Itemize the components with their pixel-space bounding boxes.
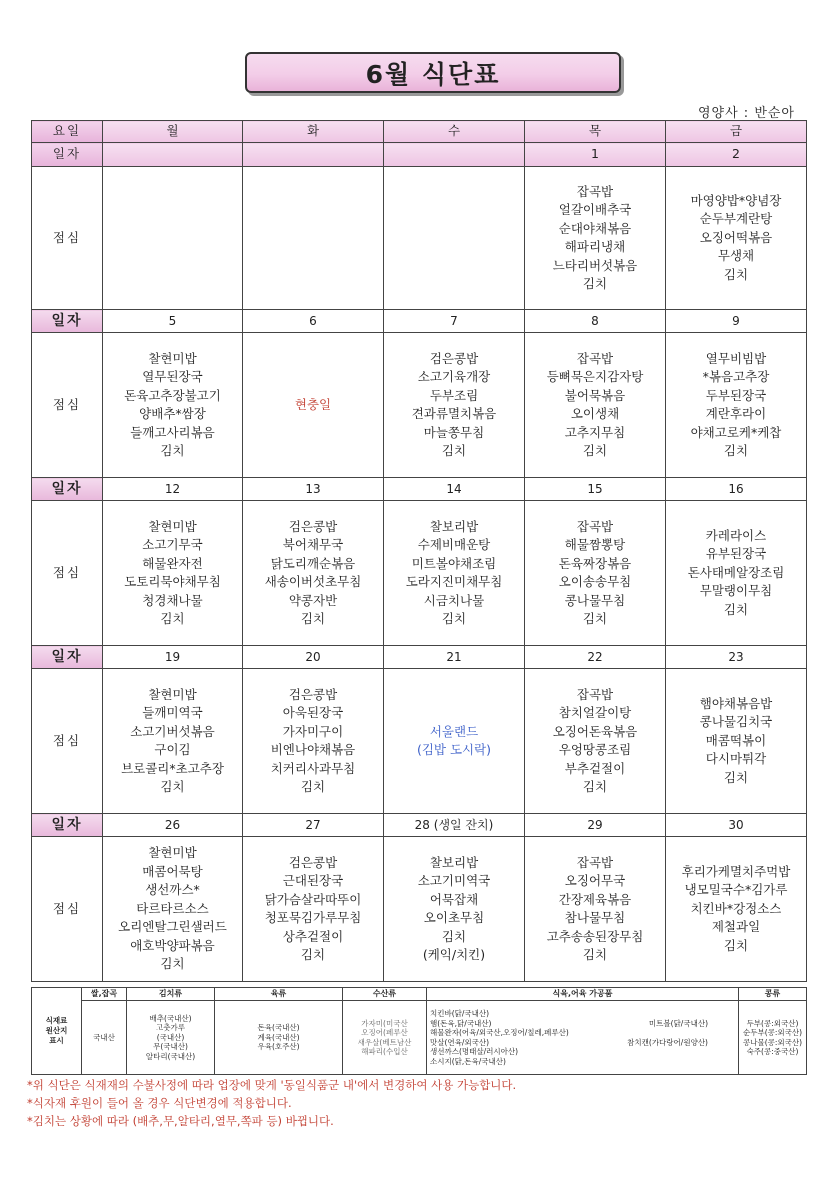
- menu-item: 구이김: [154, 742, 191, 757]
- menu-item: 도라지진미채무침: [405, 574, 503, 589]
- lunch-row: [32, 669, 807, 814]
- menu-item: 햄야채볶음밥: [699, 695, 773, 711]
- menu-item: 청포묵김가루무침: [264, 910, 362, 925]
- menu-item: 찰현미밥: [148, 845, 197, 861]
- meal-table: [31, 120, 807, 982]
- date-row: [32, 143, 807, 167]
- menu-item: 김치: [723, 769, 749, 785]
- origin-meat: 돈육(국내산) 계육(국내산) 우육(호주산): [215, 1001, 343, 1075]
- menu-item: 타르타르소스: [136, 900, 209, 916]
- menu-item: 닭가슴살라따뚜이: [264, 891, 362, 907]
- date-row: [32, 646, 807, 669]
- date-cell: 1: [525, 143, 666, 167]
- date-cell: 22: [525, 646, 666, 669]
- origin-header-rice: 쌀,잡곡: [82, 988, 127, 1001]
- menu-item: 소고기무국: [142, 537, 203, 552]
- menu-cell: [525, 167, 666, 310]
- menu-item: 두부조림: [429, 387, 479, 403]
- date-cell: [384, 143, 525, 167]
- lunch-label: 점심: [32, 333, 103, 478]
- menu-item: 김치: [723, 937, 749, 953]
- menu-cell: [525, 333, 666, 478]
- menu-item: 부추겉절이: [564, 760, 626, 776]
- menu-cell: [525, 669, 666, 814]
- date-cell: 23: [666, 646, 807, 669]
- lunch-label: 점심: [32, 167, 103, 310]
- menu-item: 가자미구이: [282, 723, 344, 739]
- note-line: *위 식단은 식재재의 수불사정에 따라 업장에 맞게 '동일식품군 내'에서 변경하여 사용 가능합니다.: [27, 1078, 517, 1092]
- origin-header-beans: 콩류: [739, 988, 807, 1001]
- menu-item: 김치: [300, 779, 326, 794]
- menu-item: 애호박양파볶음: [130, 937, 215, 953]
- date-cell: 6: [243, 310, 384, 333]
- menu-item: 찰현미밥: [148, 686, 197, 702]
- menu-cell: [243, 669, 384, 814]
- menu-cell: [525, 501, 666, 646]
- weekday-cell: 화: [243, 121, 384, 143]
- menu-item: 카레라이스: [705, 527, 767, 543]
- date-cell: 29: [525, 814, 666, 837]
- menu-item: 느타리버섯볶음: [552, 257, 638, 273]
- menu-item: 오이생채: [570, 406, 620, 421]
- menu-item: 잡곡밥: [576, 518, 614, 534]
- date-cell: 16: [666, 478, 807, 501]
- menu-item: 잡곡밥: [576, 183, 614, 199]
- menu-cell: [243, 167, 384, 310]
- menu-cell: [103, 669, 243, 814]
- menu-item: 검은콩밥: [288, 686, 338, 702]
- menu-item: 순대야채볶음: [558, 220, 632, 236]
- menu-item: 오징어떡볶음: [699, 229, 773, 245]
- menu-item: 치킨바*강정소스: [690, 900, 782, 916]
- date-cell: 14: [384, 478, 525, 501]
- menu-item: 두부된장국: [705, 387, 767, 403]
- menu-item: 소고기육개장: [417, 369, 491, 384]
- origin-header-kimchi: 김치류: [127, 988, 215, 1001]
- menu-item: 김치: [160, 779, 185, 794]
- menu-item: 우엉땅콩조림: [558, 742, 632, 757]
- menu-item: 들깨고사리볶음: [130, 424, 215, 440]
- menu-item: 김치: [582, 947, 608, 962]
- lunch-row: [32, 837, 807, 982]
- menu-item: 들깨미역국: [142, 705, 203, 720]
- menu-item: 아욱된장국: [282, 705, 344, 720]
- menu-item: 등뼈묵은지감자탕: [546, 369, 644, 384]
- date-label: 일자: [32, 646, 103, 669]
- menu-item: *볶음고추장: [702, 369, 770, 384]
- menu-item: 김치: [723, 443, 749, 458]
- menu-item: 마영양밥*양념장: [690, 192, 782, 208]
- date-label: 일자: [32, 310, 103, 333]
- menu-item: 도토리묵야채무침: [124, 574, 221, 589]
- date-cell: 19: [103, 646, 243, 669]
- menu-item: 다시마튀각: [705, 751, 767, 767]
- menu-item: 수제비매운탕: [417, 537, 491, 552]
- menu-item: 김치: [582, 276, 608, 291]
- menu-item: 무생채: [717, 248, 755, 264]
- lunch-row: [32, 333, 807, 478]
- note-line: *김치는 상황에 따라 (배추,무,알타리,열무,쪽파 등) 바뀝니다.: [27, 1114, 334, 1128]
- weekday-cell: 월: [103, 121, 243, 143]
- menu-item: 계란후라이: [705, 406, 767, 421]
- menu-item: 잡곡밥: [576, 854, 614, 870]
- menu-item: 소고기미역국: [417, 873, 491, 888]
- menu-cell: [666, 333, 807, 478]
- menu-item: 김치: [723, 266, 749, 282]
- menu-cell: [666, 167, 807, 310]
- menu-item: 상추겉절이: [282, 928, 344, 944]
- menu-item: 생선까스*: [145, 882, 200, 898]
- page-title: 6월 식단표: [245, 52, 621, 93]
- menu-item: 얼갈이배추국: [558, 202, 632, 217]
- menu-item: 해파리냉채: [564, 239, 626, 254]
- menu-item: 김치: [300, 947, 326, 962]
- menu-item: 미트볼야채조림: [411, 555, 497, 571]
- nutritionist-label: 영양사 : 반순아: [698, 106, 795, 121]
- date-cell: 26: [103, 814, 243, 837]
- date-cell: 30: [666, 814, 807, 837]
- origin-beans: 두부(콩:외국산) 순두부(콩:외국산) 콩나물(콩:외국산) 숙주(콩:중국산): [739, 1001, 807, 1075]
- menu-item: 소고기버섯볶음: [130, 723, 215, 739]
- menu-cell: [666, 669, 807, 814]
- date-label: 일자: [32, 814, 103, 837]
- menu-item: 김치: [441, 443, 467, 458]
- date-label: 일자: [32, 478, 103, 501]
- menu-item: 브로콜리*초고추장: [121, 760, 224, 776]
- menu-item: 오징어돈육볶음: [552, 723, 638, 739]
- menu-item: 김치: [441, 611, 467, 626]
- menu-item: 김치: [441, 928, 467, 944]
- date-cell: [103, 143, 243, 167]
- origin-processed: 치킨바(닭/국내산) 햄(돈육,닭/국내산) 미트볼(닭/국내산) 해물완자(어육/외국산,오징어/칠레,페루산) 맛살(연육/외국산) 참치캔(가다랑어/원양산) 생선까스(명태살/러시아산) 소시지(닭,돈육/국내산): [427, 1001, 739, 1075]
- menu-item: 불어묵볶음: [564, 387, 626, 403]
- menu-cell: [384, 333, 525, 478]
- lunch-label: 점심: [32, 837, 103, 982]
- menu-item: 김치: [300, 611, 326, 626]
- note-line: *식자재 후원이 들어 올 경우 식단변경에 적용합니다.: [27, 1096, 292, 1110]
- menu-cell: [103, 501, 243, 646]
- menu-cell: [384, 167, 525, 310]
- menu-item: 찰보리밥: [429, 518, 479, 534]
- origin-seafood: 가자미(미국산 오징어(페루산 새우살(베트남산 해파리(수입산: [343, 1001, 427, 1075]
- menu-item: 근대된장국: [282, 873, 344, 888]
- menu-item: 김치: [160, 611, 185, 626]
- special-event-text: (김밥 도시락): [416, 742, 492, 757]
- menu-cell: [103, 333, 243, 478]
- menu-item: 북어채무국: [282, 537, 344, 552]
- menu-cell: [384, 501, 525, 646]
- menu-item: 열무된장국: [142, 369, 203, 384]
- menu-cell: [384, 837, 525, 982]
- menu-item: 야채고로케*케찹: [690, 424, 782, 440]
- menu-item: 열무비빔밥: [705, 350, 767, 366]
- date-cell: 9: [666, 310, 807, 333]
- menu-item: 김치: [160, 956, 185, 972]
- date-cell: 7: [384, 310, 525, 333]
- menu-item: 찰현미밥: [148, 350, 197, 366]
- menu-item: 김치: [723, 601, 749, 617]
- menu-item: 유부된장국: [705, 546, 767, 562]
- date-cell: 13: [243, 478, 384, 501]
- menu-cell: [103, 837, 243, 982]
- menu-item: 잡곡밥: [576, 686, 614, 702]
- menu-item: 김치: [582, 779, 608, 794]
- menu-item: 비엔나야채볶음: [270, 742, 356, 757]
- date-row: [32, 478, 807, 501]
- weekday-row: [32, 121, 807, 143]
- menu-item: 검은콩밥: [288, 854, 338, 870]
- menu-item: 매콤어묵탕: [142, 863, 203, 879]
- date-cell: 27: [243, 814, 384, 837]
- date-cell: 12: [103, 478, 243, 501]
- date-cell: 5: [103, 310, 243, 333]
- date-cell: 28 (생일 잔치): [384, 814, 525, 837]
- lunch-label: 점심: [32, 669, 103, 814]
- weekday-cell: 목: [525, 121, 666, 143]
- menu-item: 어묵잡채: [429, 891, 479, 907]
- menu-item: 고추지무침: [564, 424, 626, 440]
- menu-item: 시금치나물: [423, 592, 485, 608]
- menu-item: 김치: [160, 443, 185, 458]
- special-event-text: 서울랜드: [429, 723, 479, 739]
- menu-cell: [384, 669, 525, 814]
- menu-item: 김치: [582, 443, 608, 458]
- menu-item: 닭도리깨순볶음: [270, 555, 356, 571]
- special-event-text: 현충일: [243, 333, 384, 478]
- menu-item: 해물짬뽕탕: [564, 537, 626, 552]
- menu-item: 돈사태메알장조림: [687, 564, 785, 580]
- date-label: 일자: [32, 143, 103, 167]
- menu-item: 오징어무국: [564, 873, 626, 888]
- menu-item: 약콩자반: [288, 592, 338, 608]
- menu-item: 청경채나물: [142, 592, 203, 608]
- lunch-row: [32, 167, 807, 310]
- menu-item: 참치얼갈이탕: [558, 705, 632, 720]
- menu-cell: [243, 501, 384, 646]
- menu-item: 후리가케멸치주먹밥: [681, 863, 791, 879]
- weekday-label: 요일: [32, 121, 103, 143]
- menu-item: 오리엔탈그린샐러드: [118, 919, 227, 935]
- menu-item: 오이송송무침: [558, 574, 632, 589]
- date-cell: 20: [243, 646, 384, 669]
- menu-item: 찰보리밥: [429, 854, 479, 870]
- menu-item: 검은콩밥: [429, 350, 479, 366]
- menu-item: 마늘쫑무침: [423, 424, 485, 440]
- menu-cell: [666, 837, 807, 982]
- date-cell: 8: [525, 310, 666, 333]
- menu-item: 양배추*쌈장: [139, 406, 206, 421]
- notes: [27, 1076, 516, 1130]
- origin-rice: 국내산: [82, 1001, 127, 1075]
- date-row: [32, 814, 807, 837]
- origin-table: [31, 987, 807, 1075]
- menu-item: 잡곡밥: [576, 350, 614, 366]
- menu-item: 제철과일: [711, 919, 761, 935]
- origin-header-processed: 식육,어육 가공품: [427, 988, 739, 1001]
- menu-cell: [103, 167, 243, 310]
- date-cell: [243, 143, 384, 167]
- menu-cell: [525, 837, 666, 982]
- weekday-cell: 금: [666, 121, 807, 143]
- menu-item: (케익/치킨): [422, 947, 486, 962]
- menu-item: 매콤떡볶이: [705, 732, 767, 748]
- menu-item: 김치: [582, 611, 608, 626]
- lunch-label: 점심: [32, 501, 103, 646]
- origin-side-label: 식재료 원산지 표시: [32, 988, 82, 1075]
- menu-item: 검은콩밥: [288, 518, 338, 534]
- origin-header-meat: 육류: [215, 988, 343, 1001]
- date-cell: 2: [666, 143, 807, 167]
- origin-kimchi: 배추(국내산) 고춧가루 (국내산) 무(국내산) 알타리(국내산): [127, 1001, 215, 1075]
- menu-item: 해물완자전: [142, 555, 203, 571]
- menu-item: 간장제육볶음: [558, 891, 632, 907]
- date-row: [32, 310, 807, 333]
- date-cell: 21: [384, 646, 525, 669]
- menu-cell: [243, 837, 384, 982]
- menu-item: 새송이버섯초무침: [264, 574, 362, 589]
- lunch-row: [32, 501, 807, 646]
- menu-item: 돈육고추장불고기: [124, 387, 221, 403]
- menu-item: 고추송송된장무침: [546, 928, 644, 944]
- menu-item: 참나물무침: [564, 910, 626, 925]
- menu-item: 돈육짜장볶음: [558, 555, 632, 571]
- menu-cell: [666, 501, 807, 646]
- menu-item: 견과류멸치볶음: [411, 406, 497, 421]
- menu-item: 순두부계란탕: [699, 211, 773, 227]
- menu-item: 콩나물김치국: [699, 714, 773, 730]
- menu-item: 치커리사과무침: [270, 760, 356, 776]
- weekday-cell: 수: [384, 121, 525, 143]
- origin-header-seafood: 수산류: [343, 988, 427, 1001]
- menu-item: 찰현미밥: [148, 518, 197, 534]
- menu-item: 오이초무침: [423, 910, 485, 925]
- menu-item: 무말랭이무침: [699, 583, 773, 599]
- date-cell: 15: [525, 478, 666, 501]
- menu-item: 콩나물무침: [564, 592, 626, 608]
- menu-item: 냉모밀국수*김가루: [684, 882, 788, 898]
